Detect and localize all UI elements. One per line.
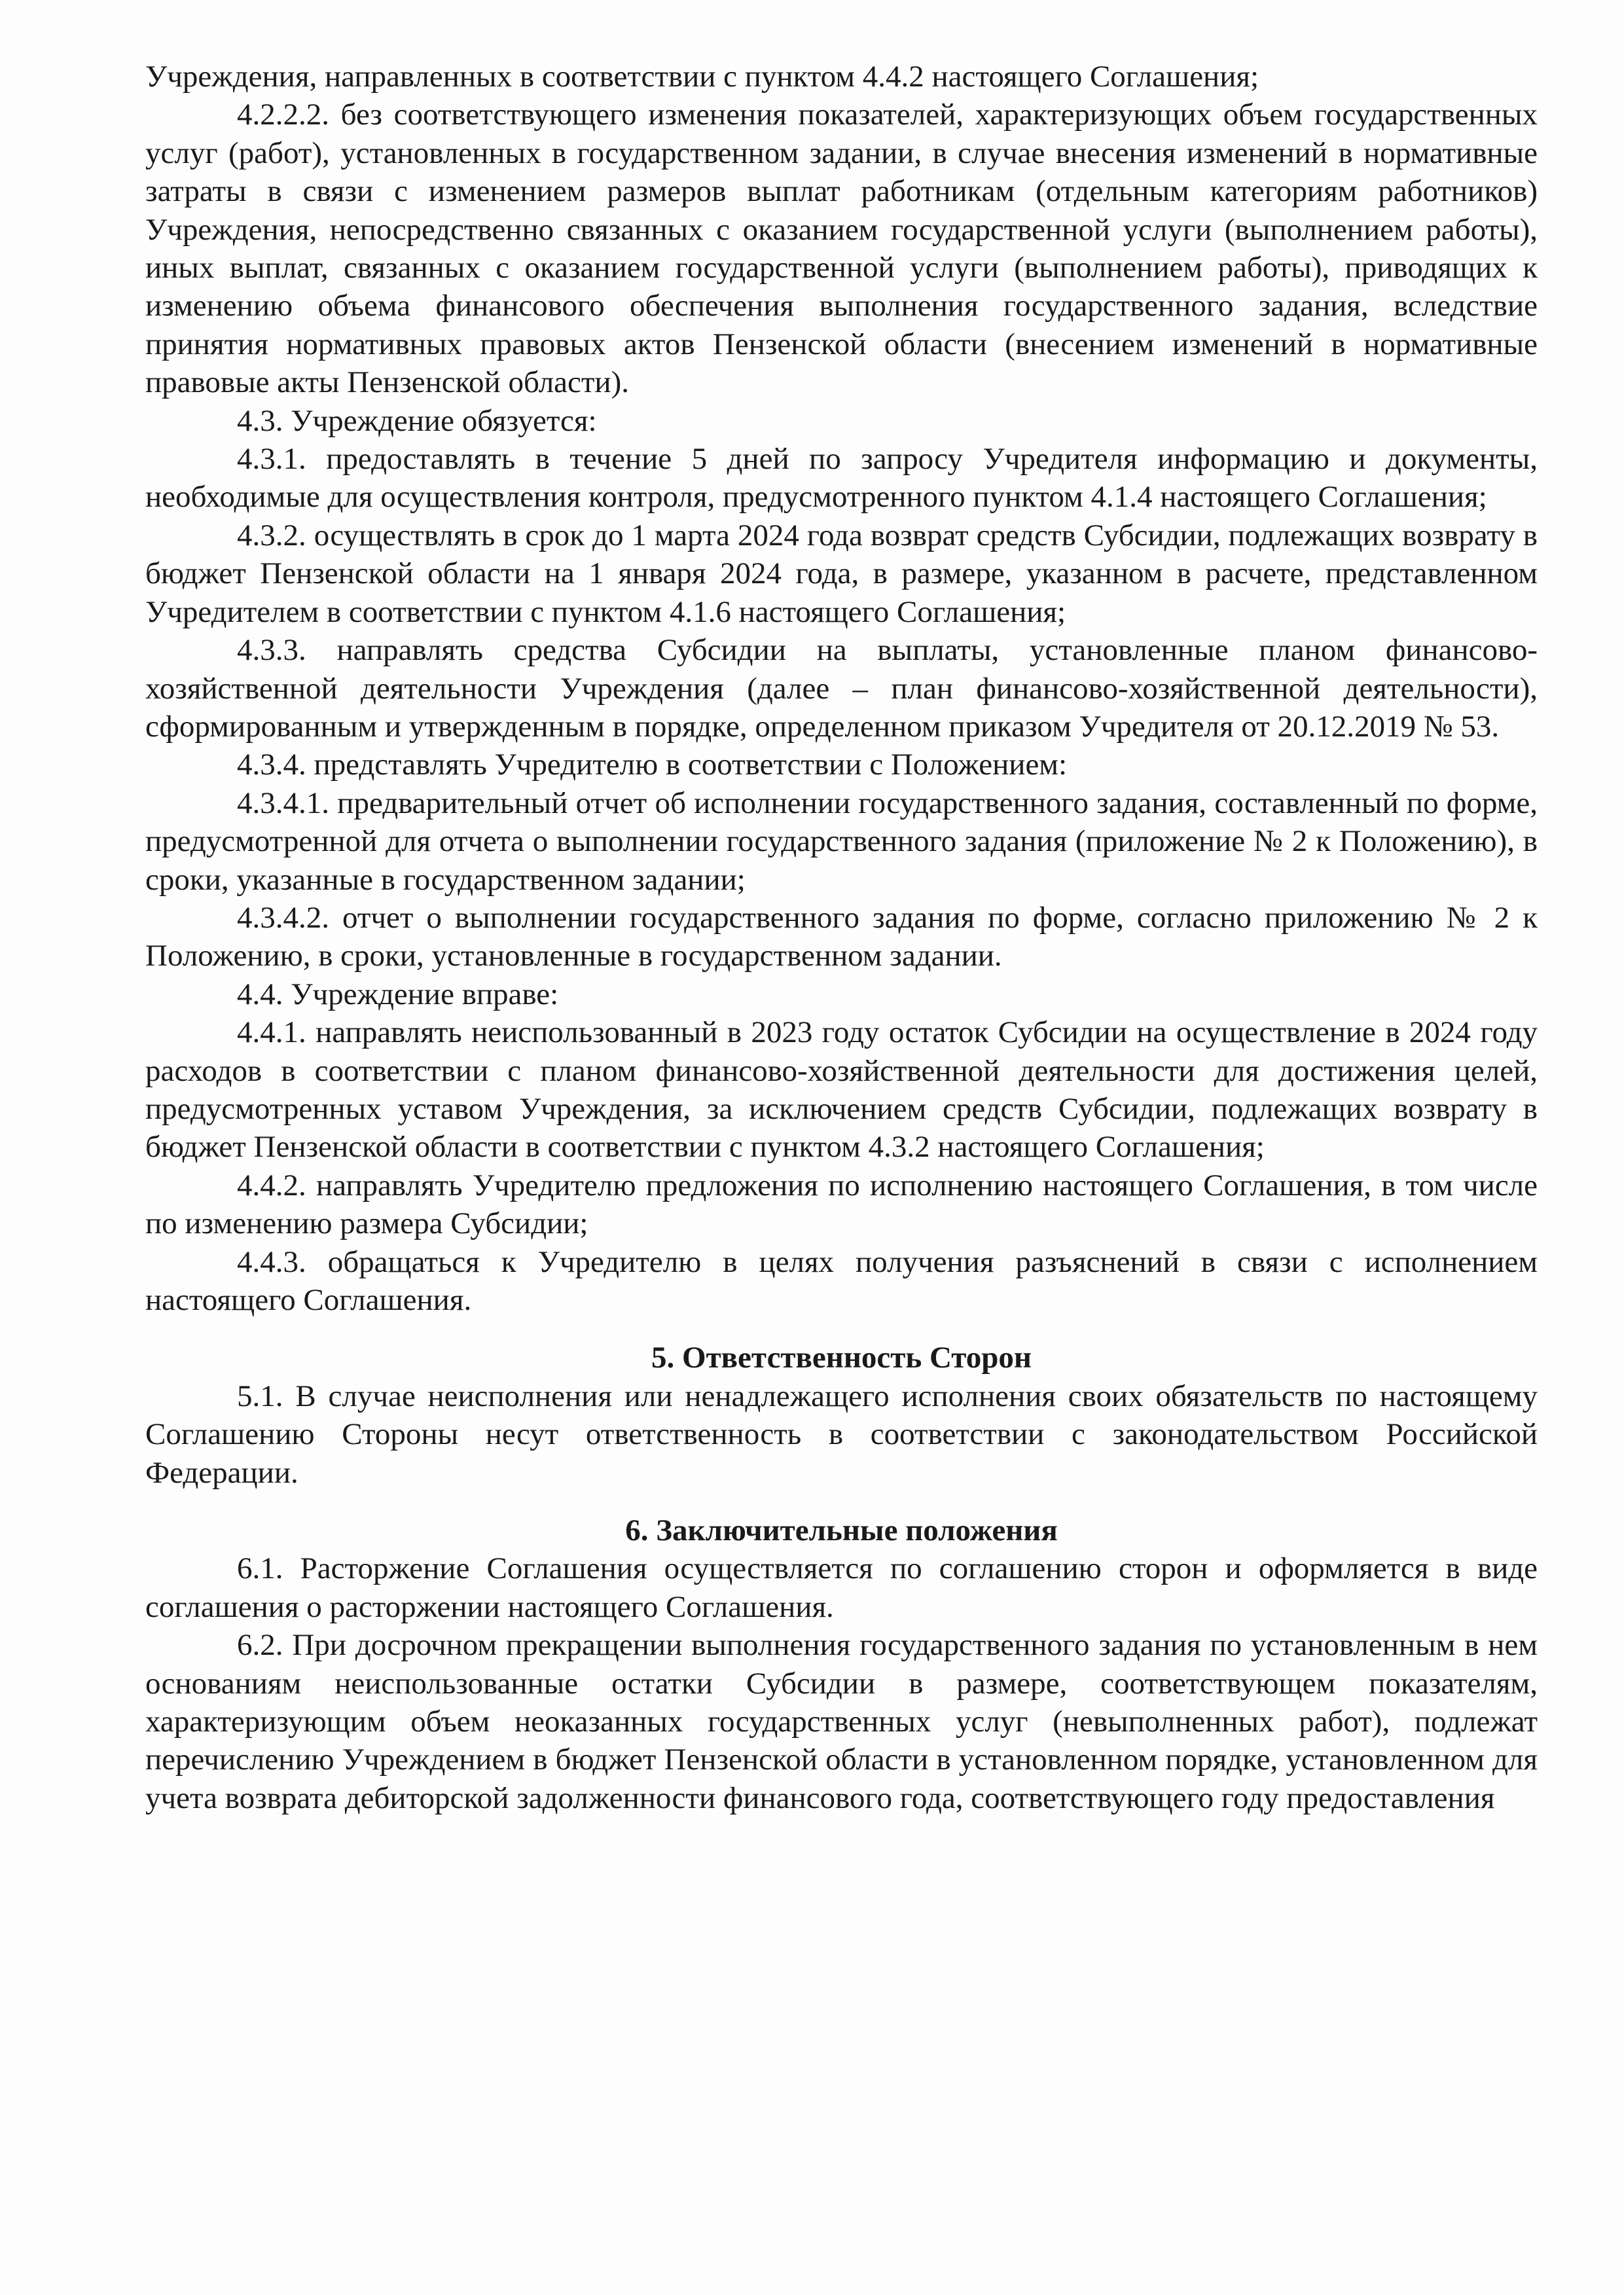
paragraph-6-2: 6.2. При досрочном прекращении выполнения государственного задания по установленным в нем основаниям неиспользованные остатки Субсидии в размере, соответствующем показателям, характеризующим объем неоказанных государственных услуг (невыполненных работ), подлежат перечислению Учреждением в бюджет Пензенской области в установленном порядке, установленном для учета возврата дебиторской задолженности финансового года, соответствующего году предоставления — [145, 1628, 1538, 1815]
paragraph-4-3-4-2: 4.3.4.2. отчет о выполнении государственного задания по форме, согласно приложению № 2 к Положению, в сроки, установленные в государственном задании. — [145, 900, 1538, 973]
paragraph-continuation: Учреждения, направленных в соответствии с пунктом 4.4.2 настоящего Соглашения; — [145, 60, 1259, 94]
paragraph-4-4-3: 4.4.3. обращаться к Учредителю в целях получения разъяснений в связи с исполнением настоящего Соглашения. — [145, 1244, 1538, 1317]
paragraph-4-4-1: 4.4.1. направлять неиспользованный в 2023 году остаток Субсидии на осуществление в 2024 году расходов в соответствии с планом финансово-хозяйственной деятельности для достижения целей, предусмотренных уставом Учреждения, за исключением средств Субсидии, подлежащих возврату в бюджет Пензенской области в соответствии с пунктом 4.3.2 настоящего Соглашения; — [145, 1015, 1538, 1165]
paragraph-4-3-2: 4.3.2. осуществлять в срок до 1 марта 2024 года возврат средств Субсидии, подлежащих возврату в бюджет Пензенской области на 1 января 2024 года, в размере, указанном в расчете, представленном Учредителем в соответствии с пунктом 4.1.6 настоящего Соглашения; — [145, 518, 1538, 629]
paragraph-5-1: 5.1. В случае неисполнения или ненадлежащего исполнения своих обязательств по настоящему Соглашению Стороны несут ответственность в соответствии с законодательством Российской Федерации. — [145, 1379, 1538, 1490]
section-spacer — [145, 1319, 1538, 1339]
paragraph-4-4-2: 4.4.2. направлять Учредителю предложения по исполнению настоящего Соглашения, в том числе по изменению размера Субсидии; — [145, 1168, 1538, 1241]
paragraph-4-2-2-2: 4.2.2.2. без соответствующего изменения показателей, характеризующих объем государственных услуг (работ), установленных в государственном задании, в случае внесения изменений в нормативные затраты в связи с изменением размеров выплат работникам (отдельным категориям работников) Учреждения, непосредственно связанных с оказанием государственной услуги (выполнением работы), иных выплат, связанных с оказанием государственной услуги (выполнением работы), приводящих к изменению объема финансового обеспечения выполнения государственного задания, вследствие принятия нормативных правовых актов Пензенской области (внесением изменений в нормативные правовые акты Пензенской области). — [145, 98, 1538, 400]
paragraph-4-3-1: 4.3.1. предоставлять в течение 5 дней по запросу Учредителя информацию и документы, необходимые для осуществления контроля, предусмотренного пунктом 4.1.4 настоящего Соглашения; — [145, 442, 1538, 515]
paragraph-4-3: 4.3. Учреждение обязуется: — [237, 403, 597, 438]
paragraph-4-3-4-1: 4.3.4.1. предварительный отчет об исполнении государственного задания, составленный по форме, предусмотренной для отчета о выполнении государственного задания (приложение № 2 к Положению), в сроки, указанные в государственном задании; — [145, 786, 1538, 897]
section-5-heading: 5. Ответственность Сторон — [651, 1341, 1032, 1375]
section-spacer — [145, 1492, 1538, 1511]
paragraph-6-1: 6.1. Расторжение Соглашения осуществляется по соглашению сторон и оформляется в виде соглашения о расторжении настоящего Соглашения. — [145, 1551, 1538, 1624]
document-body — [145, 58, 1538, 1817]
paragraph-4-3-3: 4.3.3. направлять средства Субсидии на выплаты, установленные планом финансово-хозяйственной деятельности Учреждения (далее – план финансово-хозяйственной деятельности), сформированным и утвержденным в порядке, определенном приказом Учредителя от 20.12.2019 № 53. — [145, 633, 1538, 744]
paragraph-4-3-4: 4.3.4. представлять Учредителю в соответствии с Положением: — [237, 748, 1068, 782]
section-6-heading: 6. Заключительные положения — [625, 1513, 1058, 1548]
paragraph-4-4: 4.4. Учреждение вправе: — [237, 977, 559, 1011]
